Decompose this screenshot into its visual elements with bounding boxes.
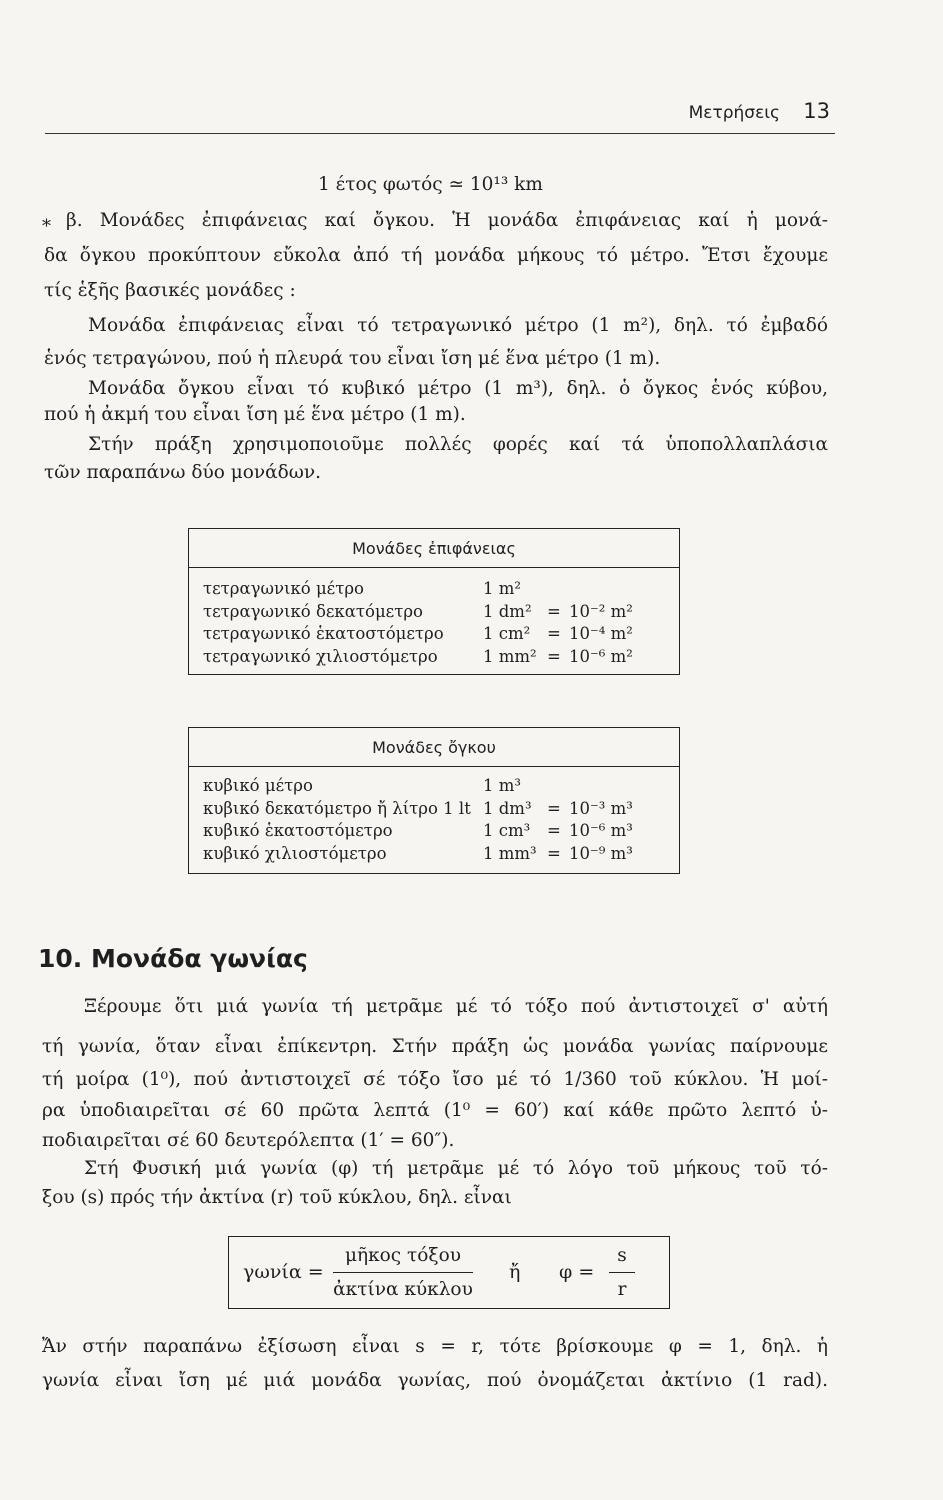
paragraph-line: ρα ὑποδιαιρεῖται σέ 60 πρῶτα λεπτά (1⁰ = 60′) καί κάθε πρῶτο λεπτό ὑ- (42, 1100, 828, 1121)
paragraph-line: τῶν παραπάνω δύο μονάδων. (44, 462, 321, 483)
star-mark: * (42, 216, 51, 237)
running-head-title: Μετρήσεις (688, 103, 780, 123)
formula-denominator: ἀκτίνα κύκλου (333, 1279, 473, 1300)
table-row: τετραγωνικό δεκατόμετρο 1 dm² = 10⁻² m² (203, 601, 633, 621)
angle-formula-box (228, 1236, 670, 1309)
volume-units-table (188, 727, 680, 874)
fraction-bar (333, 1272, 473, 1273)
area-table-title: Μονάδες ἐπιφάνειας (189, 529, 679, 568)
volume-table-title: Μονάδες ὄγκου (189, 728, 679, 767)
paragraph-line: Ξέρουμε ὅτι μιά γωνία τή μετρᾶμε μέ τό τόξο πού ἀντιστοιχεῖ σ' αὐτή (84, 996, 828, 1017)
formula-numerator-s: s (617, 1245, 627, 1266)
paragraph-line: Ἄν στήν παραπάνω ἐξίσωση εἶναι s = r, τότε βρίσκουμε φ = 1, δηλ. ἡ (42, 1336, 828, 1357)
paragraph-line: ξου (s) πρός τήν ἀκτίνα (r) τοῦ κύκλου, δηλ. εἶναι (42, 1187, 512, 1208)
table-row: κυβικό ἑκατοστόμετρο 1 cm³ = 10⁻⁶ m³ (203, 821, 633, 840)
formula-or: ἤ (509, 1261, 521, 1283)
light-year-equation: 1 έτος φωτός ≃ 10¹³ km (318, 174, 543, 195)
section-10-heading: 10. Μονάδα γωνίας (38, 944, 308, 973)
running-head (45, 99, 835, 134)
table-row: τετραγωνικό χιλιοστόμετρο 1 mm² = 10⁻⁶ m² (203, 646, 633, 666)
table-row: κυβικό μέτρο 1 m³ (203, 776, 522, 795)
formula-lhs: γωνία = (243, 1261, 324, 1283)
paragraph-line: Μονάδα ἐπιφάνειας εἶναι τό τετραγωνικό μέτρο (1 m²), δηλ. τό ἐμβαδό (88, 315, 828, 336)
table-row: τετραγωνικό ἑκατοστόμετρο 1 cm² = 10⁻⁴ m² (203, 624, 633, 643)
area-units-table (188, 528, 680, 675)
paragraph-line: γωνία εἶναι ἴση μέ μιά μονάδα γωνίας, πού ὀνομάζεται ἀκτίνιο (1 rad). (42, 1370, 828, 1391)
table-row: κυβικό χιλιοστόμετρο 1 mm³ = 10⁻⁹ m³ (203, 843, 633, 863)
paragraph-line: τίς ἑξῆς βασικές μονάδες : (44, 280, 296, 301)
formula-denominator-r: r (617, 1279, 627, 1300)
page-number: 13 (803, 99, 830, 123)
table-row: τετραγωνικό μέτρο 1 m² (203, 579, 522, 598)
paragraph-line: Στήν πράξη χρησιμοποιοῦμε πολλές φορές καί τά ὑποπολλαπλάσια (88, 434, 828, 455)
paragraph-line: ποδιαιρεῖται σέ 60 δευτερόλεπτα (1′ = 60″). (42, 1130, 455, 1151)
fraction-bar (609, 1272, 635, 1273)
paragraph-line: Μονάδα ὄγκου εἶναι τό κυβικό μέτρο (1 m³), δηλ. ὁ ὄγκος ἑνός κύβου, (88, 378, 828, 399)
paragraph-line: Στή Φυσική μιά γωνία (φ) τή μετρᾶμε μέ τό λόγο τοῦ μήκους τοῦ τό- (84, 1158, 828, 1179)
formula-lhs2: φ = (559, 1261, 595, 1283)
paragraph-line: δα ὄγκου προκύπτουν εὔκολα ἀπό τή μονάδα μήκους τό μέτρο. Ἔτσι ἔχουμε (44, 245, 828, 266)
table-row: κυβικό δεκατόμετρο ἤ λίτρο 1 lt 1 dm³ = 10⁻³ m³ (203, 798, 633, 818)
paragraph-line: τή μοίρα (1⁰), πού ἀντιστοιχεῖ σέ τόξο ἴσο μέ τό 1/360 τοῦ κύκλου. Ἡ μοί- (42, 1069, 828, 1090)
paragraph-line: β. Μονάδες ἐπιφάνειας καί ὄγκου. Ἡ μονάδα ἐπιφάνειας καί ἡ μονά- (66, 210, 828, 231)
paragraph-line: τή γωνία, ὅταν εἶναι ἐπίκεντρη. Στήν πράξη ὡς μονάδα γωνίας παίρνουμε (42, 1036, 828, 1057)
paragraph-line: πού ἡ ἀκμή του εἶναι ἴση μέ ἕνα μέτρο (1 m). (44, 404, 466, 425)
paragraph-line: ἑνός τετραγώνου, πού ἡ πλευρά του εἶναι ἴση μέ ἕνα μέτρο (1 m). (44, 348, 661, 369)
formula-numerator: μῆκος τόξου (345, 1245, 461, 1266)
